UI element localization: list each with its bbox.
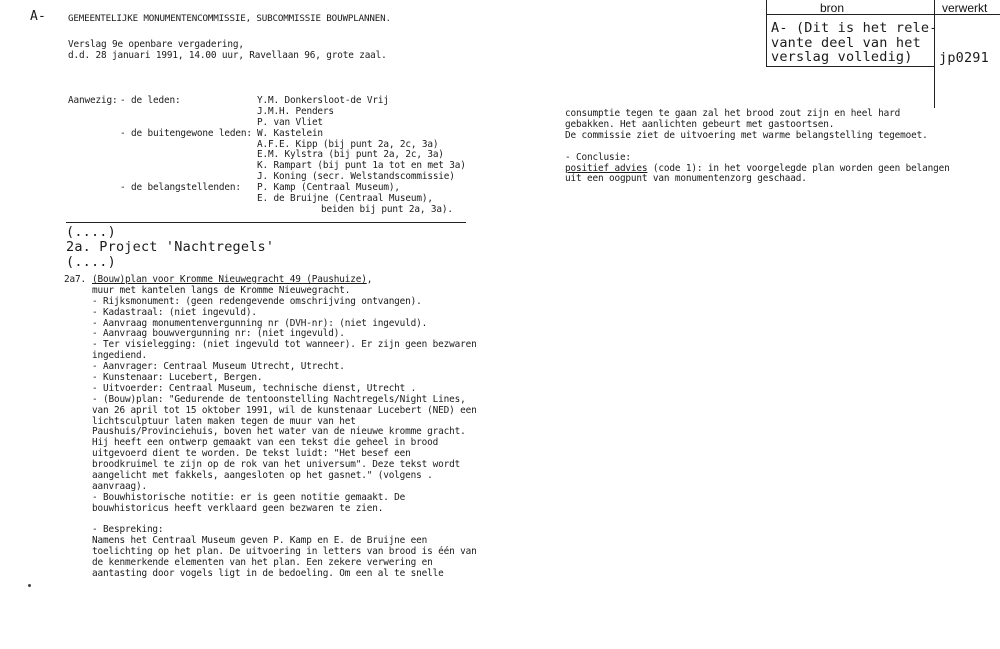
- attendee-name: P. Kamp (Centraal Museum),: [257, 182, 400, 194]
- ellipsis-top: (....): [66, 224, 116, 240]
- item-body-line: - Kadastraal: (niet ingevuld).: [92, 306, 257, 318]
- item-body-line: aangelicht met fakkels, aangesloten op het gasnet." (volgens .: [92, 470, 433, 482]
- section-title: 2a. Project 'Nachtregels': [66, 239, 275, 255]
- stamp-note-line: verslag volledig): [771, 49, 913, 65]
- conclusion-label: - Conclusie:: [565, 151, 631, 163]
- item-body-line: bouwhistoricus heeft verklaard geen bezwaren te zien.: [92, 502, 384, 514]
- item-body-line: Paushuis/Provinciehuis, boven het water van de nieuwe kromme gracht.: [92, 426, 466, 438]
- item-body-line: lichtsculptuur laten maken tegen de muur van het: [92, 415, 356, 427]
- stamp-verwerkt-label: verwerkt: [942, 1, 988, 15]
- advice-rest: (code 1): in het voorgelegde plan worden geen belangen: [647, 162, 950, 174]
- item-body-line: aantasting door vogels ligt in de bedoeling. Om een al te snelle: [92, 568, 444, 580]
- scan-speck: [28, 584, 31, 587]
- stamp-border-left: [766, 0, 767, 66]
- item-body-line: - Ter visielegging: (niet ingevuld tot wanneer). Er zijn geen bezwaren: [92, 339, 477, 351]
- item-body-line: - (Bouw)plan: "Gedurende de tentoonstelling Nachtregels/Night Lines,: [92, 393, 466, 405]
- stamp-note-line: vante deel van het: [771, 34, 921, 51]
- stamp-note-line: A- (Dit is het rele-: [771, 20, 938, 36]
- attendance-role-interested: - de belangstellenden:: [120, 182, 241, 194]
- item-title-tail: ,: [366, 274, 373, 285]
- item-body-line: - Aanvraag monumentenvergunning nr (DVH-nr): (niet ingevuld).: [92, 317, 428, 329]
- meeting-info-line: Verslag 9e openbare vergadering,: [68, 39, 244, 50]
- attendee-name: J. Koning (secr. Welstandscommissie): [257, 171, 455, 183]
- attendee-name: A.F.E. Kipp (bij punt 2a, 2c, 3a): [257, 138, 439, 150]
- attendee-name: K. Rampart (bij punt 1a tot en met 3a): [257, 160, 466, 172]
- item-body-line: - Uitvoerder: Centraal Museum, technische dienst, Utrecht .: [92, 382, 417, 394]
- attendance-role-extraordinary: - de buitengewone leden:: [120, 127, 252, 139]
- continuation-line: consumptie tegen te gaan zal het brood zout zijn en heel hard: [565, 108, 901, 119]
- continuation-line: De commissie ziet de uitvoering met warme belangstelling tegemoet.: [565, 129, 928, 141]
- attendee-name: W. Kastelein: [257, 127, 323, 139]
- section-divider: [66, 222, 466, 223]
- attendance-names: [257, 96, 466, 216]
- item-body-line: - Kunstenaar: Lucebert, Bergen.: [92, 372, 263, 384]
- document-marker: A-: [30, 9, 47, 24]
- attendee-name: E.M. Kylstra (bij punt 2a, 2c, 3a): [257, 149, 444, 161]
- item-title-underlined: (Bouw)plan voor Kromme Nieuwegracht 49 (Paushuize): [92, 274, 367, 285]
- item-number: 2a7.: [64, 274, 86, 285]
- meeting-info: [68, 40, 387, 62]
- stamp-border-bottom: [766, 66, 934, 67]
- attendee-name: beiden bij punt 2a, 3a).: [321, 203, 453, 215]
- item-body-line: de kenmerkende elementen van het plan. Een zekere verwering en: [92, 557, 433, 569]
- attendee-name: P. van Vliet: [257, 116, 323, 128]
- item-body-line: ingediend.: [92, 350, 147, 362]
- item-body-line: - Rijksmonument: (geen redengevende omschrijving ontvangen).: [92, 295, 422, 307]
- item-body-line: - Bouwhistorische notitie: er is geen notitie gemaakt. De: [92, 491, 406, 503]
- stamp-bron-label: bron: [820, 1, 845, 15]
- attendance-role-members: - de leden:: [120, 95, 181, 106]
- item-body-line: toelichting op het plan. De uitvoering in letters van brood is één van: [92, 546, 477, 558]
- item-body-line: - Aanvraag bouwvergunning nr: (niet ingevuld).: [92, 328, 345, 340]
- stamp-note: [771, 21, 938, 65]
- attendee-name: J.M.H. Penders: [257, 105, 334, 117]
- attendee-name: E. de Bruijne (Centraal Museum),: [257, 193, 433, 205]
- item-body-line: van 26 april tot 15 oktober 1991, wil de kunstenaar Lucebert (NED) een: [92, 404, 477, 416]
- item-body-line: aanvraag).: [92, 480, 147, 492]
- item-body-line: - Aanvrager: Centraal Museum Utrecht, Utrecht.: [92, 361, 345, 373]
- item-body-line: Namens het Centraal Museum geven P. Kamp en E. de Bruijne een: [92, 535, 428, 547]
- continuation-body: [565, 109, 928, 142]
- item-body-line: - Bespreking:: [92, 524, 164, 536]
- meeting-info-line: d.d. 28 januari 1991, 14.00 uur, Ravellaan 96, grote zaal.: [68, 49, 387, 61]
- attendance-label: Aanwezig:: [68, 95, 118, 106]
- item-body: [92, 286, 477, 580]
- advice-underlined: positief advies: [565, 162, 648, 174]
- item-body-line: broodkruimel te zijn op de rok van het universum". Deze tekst wordt: [92, 459, 461, 471]
- item-body-line: uitgevoerd dient te worden. De tekst luidt: "Het besef een: [92, 448, 411, 460]
- document-title: GEMEENTELIJKE MONUMENTENCOMMISSIE, SUBCOMMISSIE BOUWPLANNEN.: [68, 13, 391, 24]
- continuation-line: gebakken. Het aanlichten gebeurt met gastoortsen.: [565, 118, 835, 130]
- advice-line-2: uit een oogpunt van monumentenzorg geschaad.: [565, 173, 807, 185]
- ellipsis-bottom: (....): [66, 254, 116, 270]
- stamp-code: jp0291: [939, 50, 989, 66]
- attendee-name: Y.M. Donkersloot-de Vrij: [257, 95, 389, 106]
- item-body-line: Hij heeft een ontwerp gemaakt van een tekst die geheel in brood: [92, 437, 439, 449]
- item-body-line: muur met kantelen langs de Kromme Nieuwegracht.: [92, 284, 351, 296]
